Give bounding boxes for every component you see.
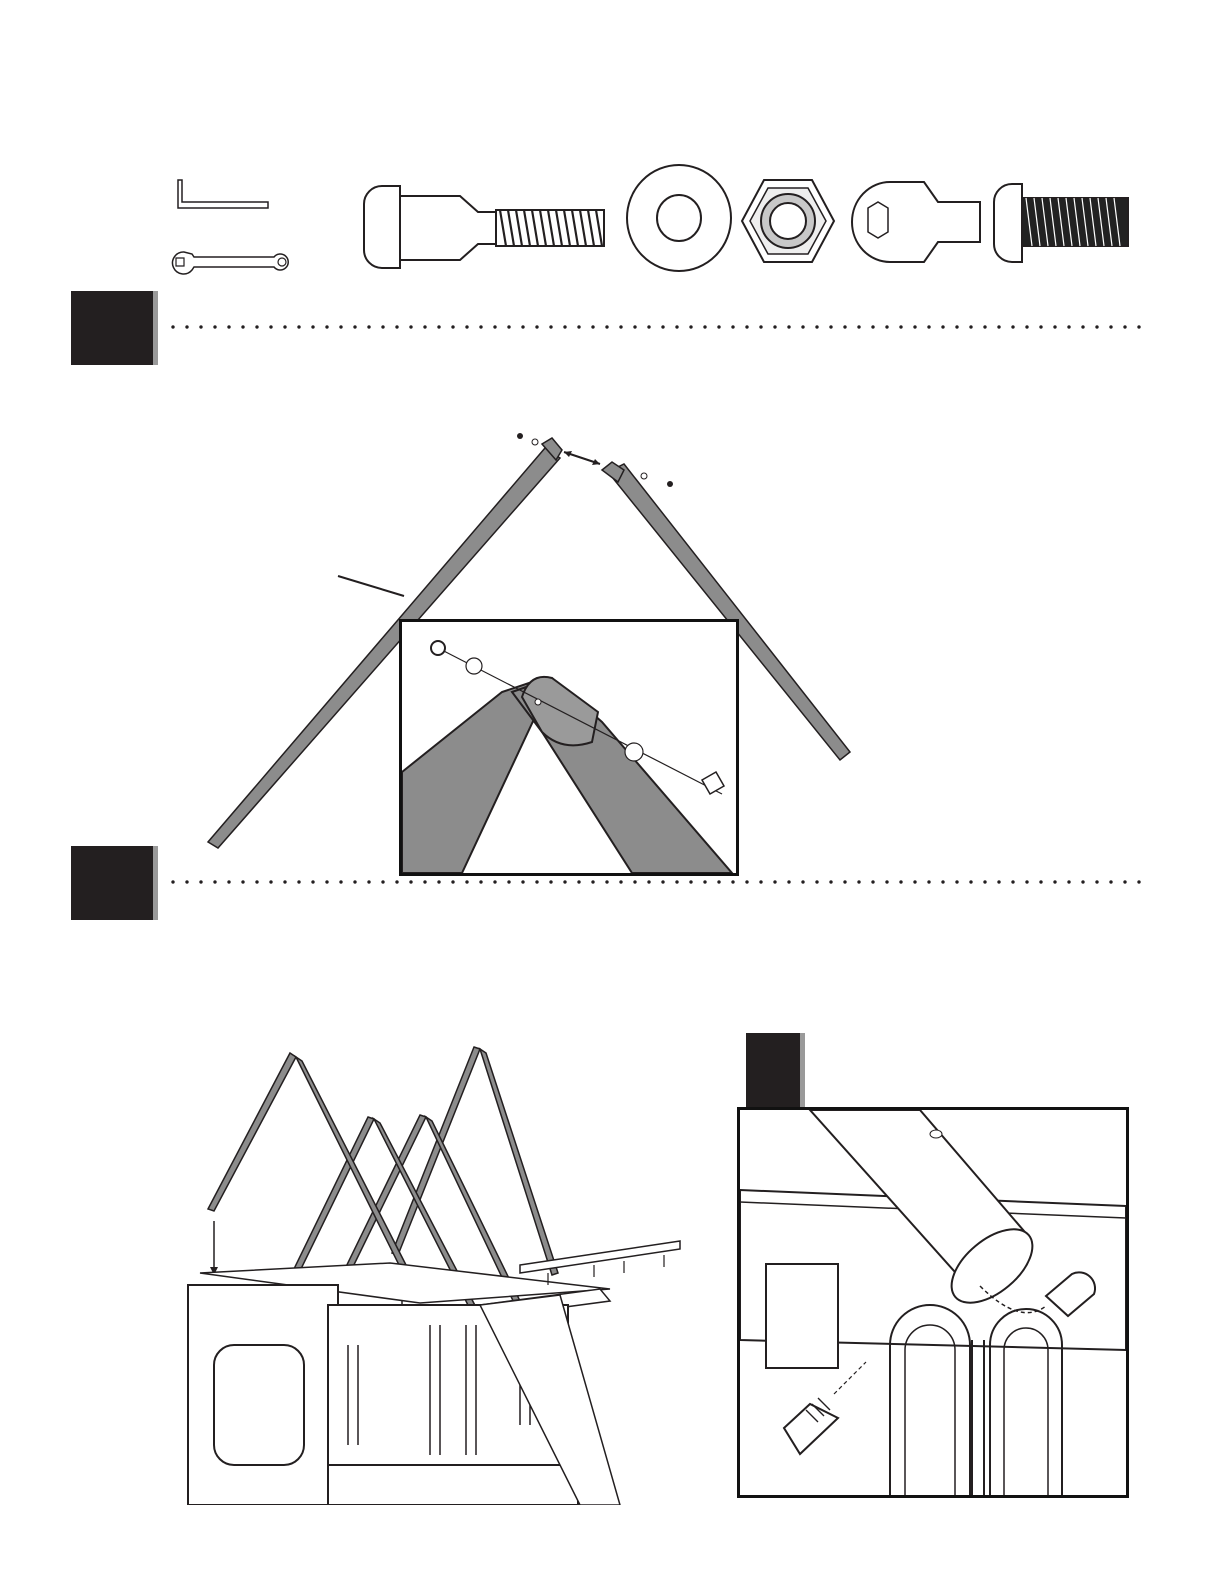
- step-b-badge: [71, 846, 153, 920]
- step-a-badge: [71, 291, 153, 365]
- button-head-bolt-icon: [992, 180, 1132, 266]
- detail-badge: [746, 1033, 800, 1109]
- shoulder-bolt-icon: [360, 182, 610, 272]
- hardware-row: [150, 160, 1150, 280]
- joint-detail-drawing: [402, 622, 736, 873]
- playset-frame-diagram: [180, 1045, 700, 1505]
- barrel-nut-icon: [850, 178, 990, 266]
- lock-nut-icon: [740, 176, 836, 266]
- washer-icon: [624, 162, 734, 274]
- bolt-detail-drawing: [740, 1110, 1126, 1495]
- joint-detail-inset: [399, 619, 739, 876]
- wrench-icon: [170, 248, 290, 278]
- step-b-divider: [166, 880, 1142, 884]
- bolt-detail-inset: [737, 1107, 1129, 1498]
- hex-key-icon: [172, 178, 272, 212]
- step-a-divider: [166, 325, 1142, 329]
